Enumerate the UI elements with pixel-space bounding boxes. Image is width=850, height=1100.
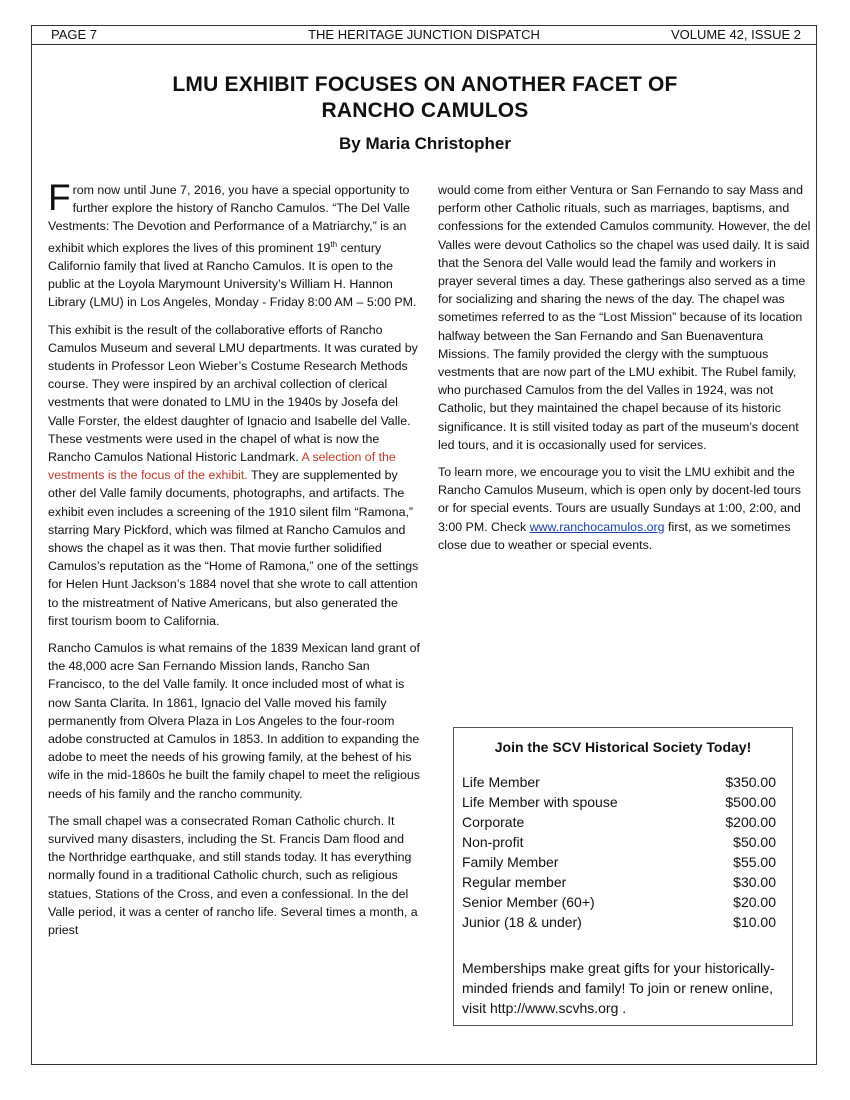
paragraph-6-text-a: To learn more, we encourage you to visit the LMU exhibit and the Rancho Camulos Museum, which is open only by docent-led tours or for special events. Tours are usually Sundays at 1:00, 2:00, and 3:00 PM. Check xyxy=(438,465,801,534)
membership-title: Join the SCV Historical Society Today! xyxy=(494,739,752,755)
rate-label: Non-profit xyxy=(462,834,524,850)
highlighted-sentence: A selection of the vestments is the focus of the exhibit. xyxy=(48,449,396,483)
paragraph-4: The small chapel was a consecrated Roman Catholic church. It survived many disasters, including the St. Francis Dam flood and the Northridge earthquake, and still stands today. It has everything normally found in a traditional Catholic church, such as religious statues, Stations of the Cross, and even a confessional. In the del Valle period, it was a center of rancho life. Several times a month, a priest xyxy=(48,813,418,938)
rate-price: $30.00 xyxy=(733,874,776,890)
rate-row xyxy=(462,832,776,852)
article-headline xyxy=(60,72,790,124)
paragraph-6 xyxy=(438,463,813,554)
rate-price: $50.00 xyxy=(733,834,776,850)
article-column-right xyxy=(438,181,813,563)
ordinal-superscript: th xyxy=(330,239,338,249)
paragraph-6-text-b: first, as we sometimes close due to weather or special events. xyxy=(438,519,791,552)
issue-number: VOLUME 42, ISSUE 2 xyxy=(670,27,801,42)
membership-note: Memberships make great gifts for your historically-minded friends and family! To join or renew online, visit http://www.scvhs.org . xyxy=(462,960,775,1016)
publication-title: THE HERITAGE JUNCTION DISPATCH xyxy=(308,27,540,42)
rate-row xyxy=(462,892,776,912)
rate-label: Life Member with spouse xyxy=(462,794,618,810)
rate-price: $200.00 xyxy=(725,814,776,830)
rate-label: Family Member xyxy=(462,854,559,870)
rate-label: Corporate xyxy=(462,814,525,830)
rate-label: Junior (18 & under) xyxy=(462,914,582,930)
paragraph-3: Rancho Camulos is what remains of the 1839 Mexican land grant of the 48,000 acre San Fernando Mission lands, Rancho San Francisco, to the del Valle family. It once included most of what is now Santa Clarita. In 1861, Ignacio del Valle moved his family permanently from Olvera Plaza in Los Angeles to the four-room adobe constructed at Camulos in 1853. In addition to expanding the adobe to meet the needs of his growing family, at the behest of his wife in the mid-1860s he built the family chapel to meet the religious needs of his family and the rancho community. xyxy=(48,641,420,801)
paragraph-2-text-b: They are supplemented by other del Valle family documents, photographs, and artifacts. The exhibit even includes a screening of the 1910 silent film “Ramona,” starring Mary Pickford, which was filmed at Rancho Camulos and shows the chapel as it was then. That movie further solidified Camulos’s reputation as the “Home of Ramona,” one of the settings for Helen Hunt Jackson’s 1884 novel that she wrote to call attention to the mistreatment of Native Americans, but also generated the first tourism boom to California. xyxy=(48,468,419,628)
rate-row xyxy=(462,852,776,872)
rate-row xyxy=(462,912,776,932)
rate-label: Regular member xyxy=(462,874,567,890)
rate-row xyxy=(462,872,776,892)
article-byline: By Maria Christopher xyxy=(339,134,511,153)
rate-label: Life Member xyxy=(462,774,540,790)
rate-row xyxy=(462,792,776,812)
article-column-left xyxy=(48,177,421,948)
drop-cap: F xyxy=(48,177,71,218)
ranchocamulos-link[interactable]: www.ranchocamulos.org xyxy=(529,519,665,534)
headline-line-1: LMU EXHIBIT FOCUSES ON ANOTHER FACET OF xyxy=(172,73,678,96)
paragraph-1-text-a: rom now until June 7, 2016, you have a special opportunity to further explore the history of Rancho Camulos. “The Del Valle Vestments: The Devotion and Performance of a Matriarchy,” is an exhibit which explores the lives of this prominent 19 xyxy=(48,183,410,255)
rate-row xyxy=(462,772,776,792)
membership-rates xyxy=(462,772,776,932)
rate-label: Senior Member (60+) xyxy=(462,894,595,910)
rate-price: $350.00 xyxy=(725,774,776,790)
headline-line-2: RANCHO CAMULOS xyxy=(321,99,529,122)
paragraph-1-text-b: century Californio family that lived at Rancho Camulos. It is open to the public at the Loyola Marymount University’s William H. Hannon Library (LMU) in Los Angeles, Monday - Friday 8:00 AM – 5:00 PM. xyxy=(48,240,417,310)
rate-price: $500.00 xyxy=(725,794,776,810)
page-number: PAGE 7 xyxy=(51,27,98,42)
paragraph-2-text-a: This exhibit is the result of the collaborative efforts of Rancho Camulos Museum and several LMU departments. It was curated by students in Professor Leon Wieber’s Costume Research Methods course. They were inspired by an archival collection of clerical vestments that were donated to LMU in the 1940s by Josefa del Valle Forster, the eldest daughter of Ignacio and Isabelle del Valle. These vestments were used in the chapel of what is now the Rancho Camulos National Historic Landmark. xyxy=(48,322,418,464)
rate-price: $55.00 xyxy=(733,854,776,870)
paragraph-2 xyxy=(48,321,421,630)
page-header xyxy=(31,25,817,45)
rate-price: $20.00 xyxy=(733,894,776,910)
paragraph-1 xyxy=(48,177,421,312)
membership-box xyxy=(453,727,793,1026)
paragraph-5: would come from either Ventura or San Fernando to say Mass and perform other Catholic rituals, such as marriages, baptisms, and confessions for the extended Camulos community. However, the del Valles were devout Catholics so the chapel was used daily. It is said that the Senora del Valle would lead the family and workers in prayer several times a day. These gatherings also served as a time for socializing and sharing the news of the day. The chapel was sometimes referred to as the “Lost Mission” because of its location halfway between the San Fernando and San Buenaventura Missions. The family provided the clergy with the sumptuous vestments that are now part of the LMU exhibit. The Rubel family, who purchased Camulos from the del Valles in 1924, was not Catholic, but they maintained the chapel because of its historic significance. It is still visited today as part of the museum’s docent led tours, and it is occasionally used for services. xyxy=(438,183,811,452)
rate-row xyxy=(462,812,776,832)
rate-price: $10.00 xyxy=(733,914,776,930)
